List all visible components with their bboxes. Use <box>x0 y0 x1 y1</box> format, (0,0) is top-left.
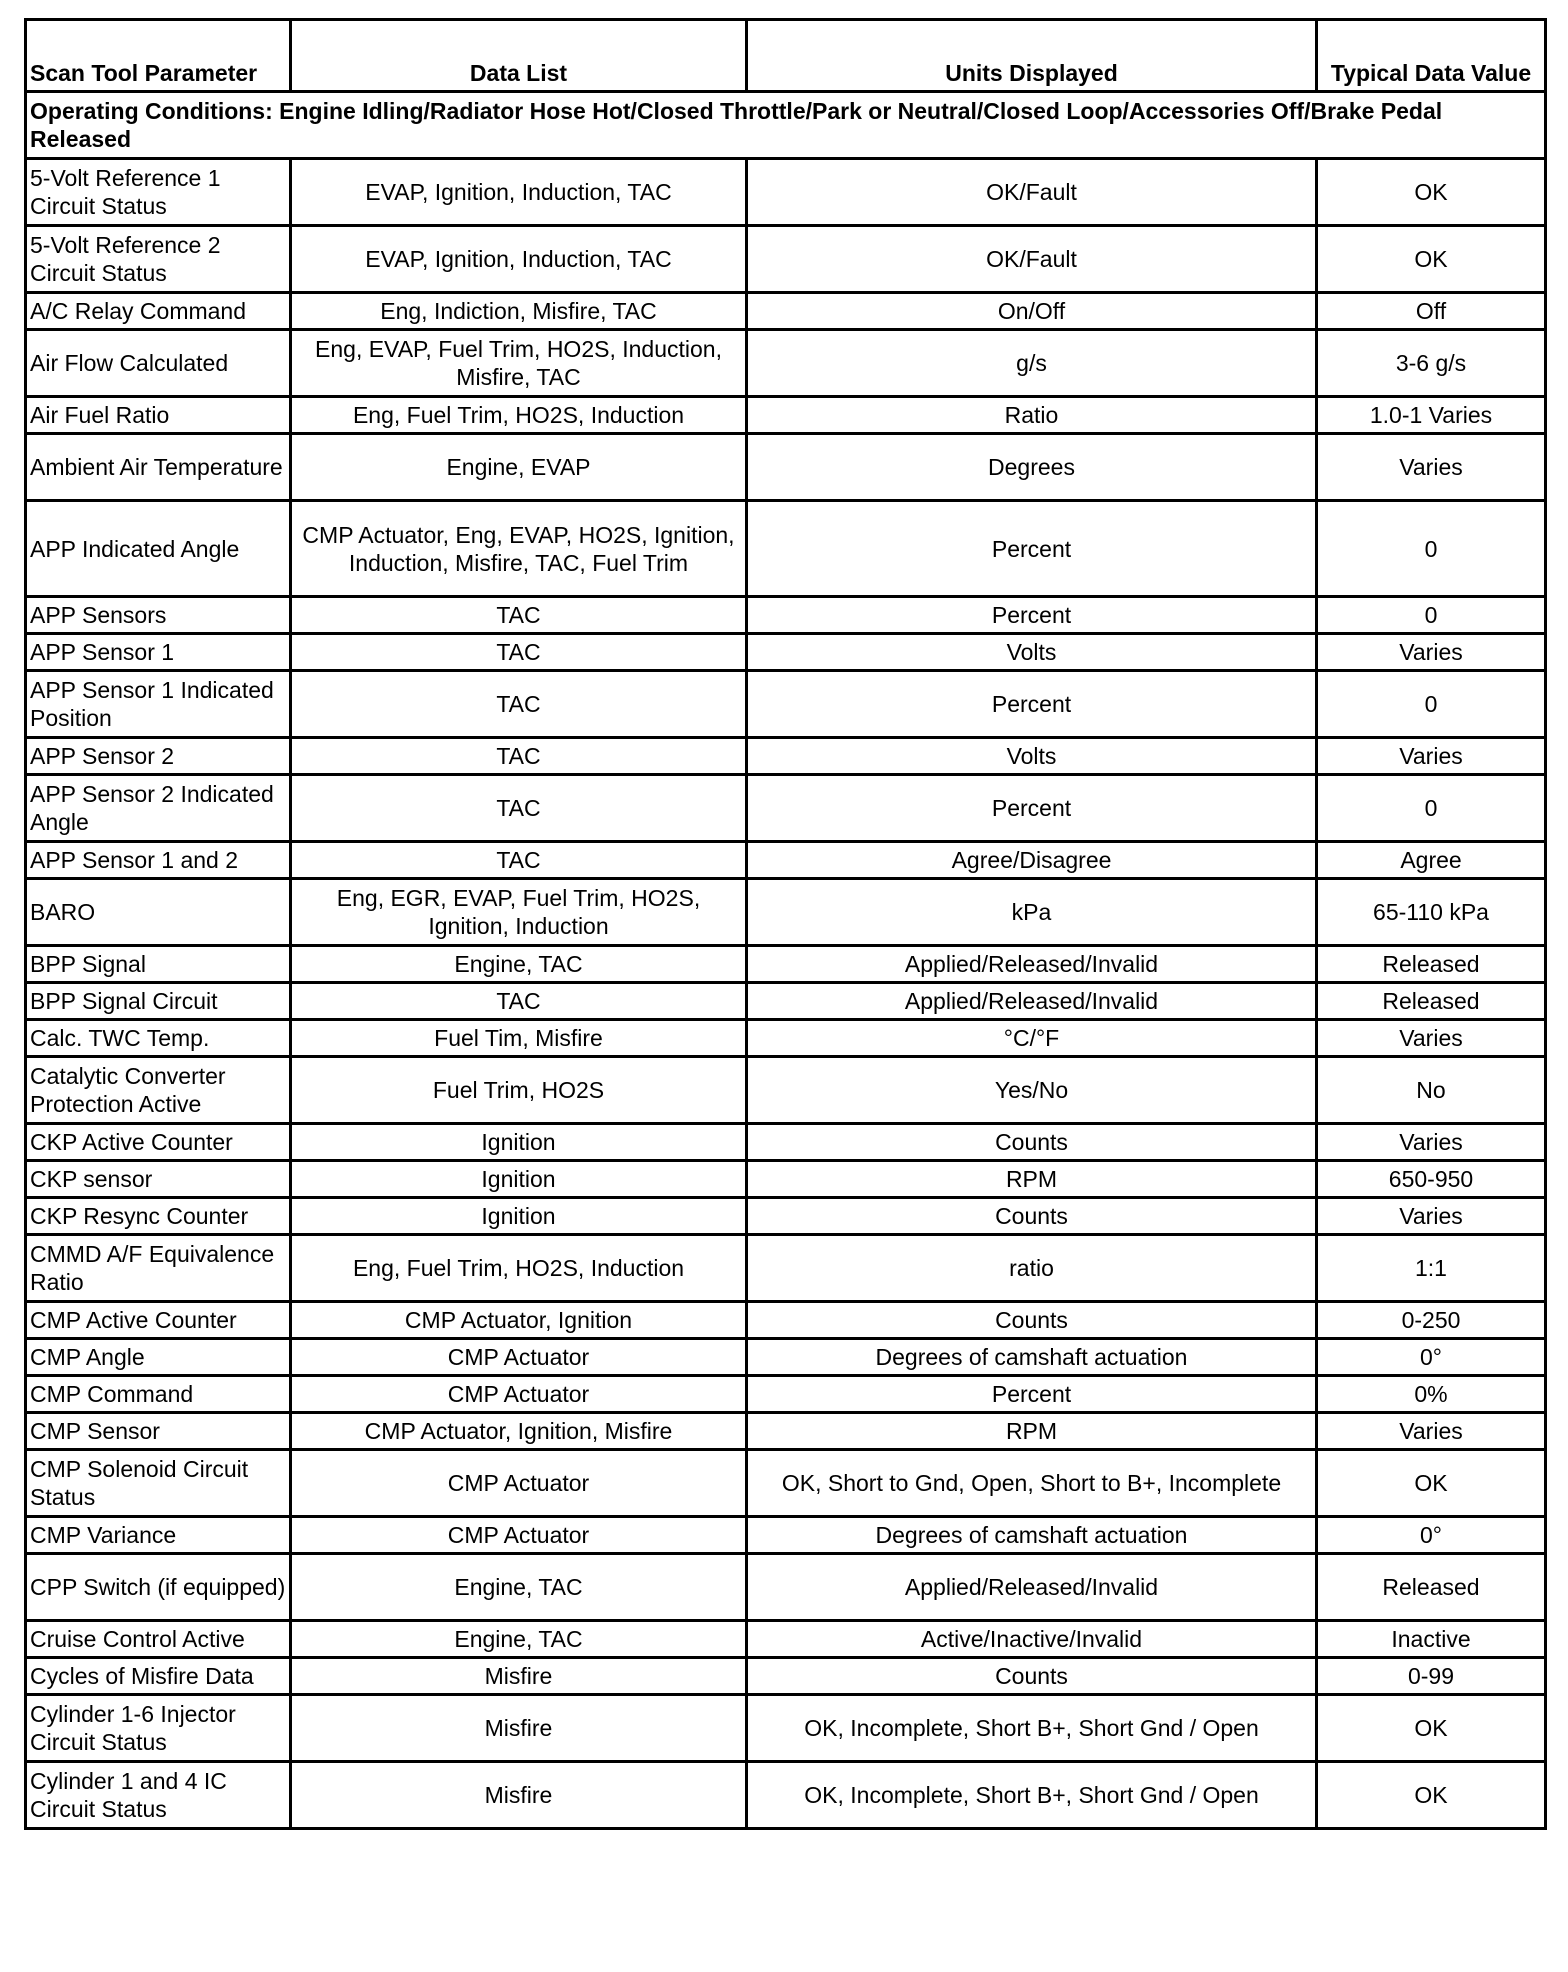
table-row <box>26 879 1546 946</box>
units-cell: Counts <box>747 1124 1317 1161</box>
param-cell: CMMD A/F Equivalence Ratio <box>26 1235 291 1302</box>
table-row <box>26 738 1546 775</box>
typical-value-cell: 0-99 <box>1317 1658 1546 1695</box>
typical-value-cell: 0° <box>1317 1517 1546 1554</box>
typical-value-cell: OK <box>1317 1695 1546 1762</box>
table-row <box>26 1695 1546 1762</box>
table-row <box>26 1658 1546 1695</box>
typical-value-cell: Varies <box>1317 1198 1546 1235</box>
data-list-cell: TAC <box>291 634 747 671</box>
data-list-cell: CMP Actuator <box>291 1450 747 1517</box>
units-cell: Degrees of camshaft actuation <box>747 1517 1317 1554</box>
typical-value-cell: 0-250 <box>1317 1302 1546 1339</box>
typical-value-cell: 0° <box>1317 1339 1546 1376</box>
typical-value-cell: Released <box>1317 946 1546 983</box>
typical-value-cell: 1.0-1 Varies <box>1317 397 1546 434</box>
typical-value-cell: Varies <box>1317 1413 1546 1450</box>
data-list-cell: CMP Actuator <box>291 1517 747 1554</box>
data-list-cell: Misfire <box>291 1762 747 1829</box>
typical-value-cell: 0 <box>1317 671 1546 738</box>
param-cell: CMP Angle <box>26 1339 291 1376</box>
table-row <box>26 293 1546 330</box>
param-cell: Catalytic Converter Protection Active <box>26 1057 291 1124</box>
param-cell: APP Sensor 2 <box>26 738 291 775</box>
header-units-displayed: Units Displayed <box>747 20 1317 92</box>
units-cell: Percent <box>747 501 1317 597</box>
param-cell: CMP Solenoid Circuit Status <box>26 1450 291 1517</box>
typical-value-cell: OK <box>1317 1450 1546 1517</box>
typical-value-cell: 0% <box>1317 1376 1546 1413</box>
data-list-cell: Fuel Trim, HO2S <box>291 1057 747 1124</box>
typical-value-cell: Varies <box>1317 738 1546 775</box>
table-row <box>26 1235 1546 1302</box>
param-cell: CKP Resync Counter <box>26 1198 291 1235</box>
units-cell: OK, Short to Gnd, Open, Short to B+, Incomplete <box>747 1450 1317 1517</box>
typical-value-cell: Released <box>1317 1554 1546 1621</box>
data-list-cell: Engine, TAC <box>291 946 747 983</box>
param-cell: Air Flow Calculated <box>26 330 291 397</box>
table-row <box>26 397 1546 434</box>
data-list-cell: CMP Actuator, Ignition <box>291 1302 747 1339</box>
data-list-cell: Eng, Indiction, Misfire, TAC <box>291 293 747 330</box>
typical-value-cell: Off <box>1317 293 1546 330</box>
table-row <box>26 1413 1546 1450</box>
table-row <box>26 1621 1546 1658</box>
table-row <box>26 1124 1546 1161</box>
param-cell: Cycles of Misfire Data <box>26 1658 291 1695</box>
typical-value-cell: 1:1 <box>1317 1235 1546 1302</box>
typical-value-cell: OK <box>1317 226 1546 293</box>
typical-value-cell: OK <box>1317 159 1546 226</box>
units-cell: Counts <box>747 1198 1317 1235</box>
param-cell: CKP sensor <box>26 1161 291 1198</box>
units-cell: Percent <box>747 597 1317 634</box>
units-cell: On/Off <box>747 293 1317 330</box>
table-row <box>26 597 1546 634</box>
param-cell: CMP Variance <box>26 1517 291 1554</box>
table-row <box>26 1450 1546 1517</box>
table-row <box>26 775 1546 842</box>
units-cell: Percent <box>747 775 1317 842</box>
param-cell: A/C Relay Command <box>26 293 291 330</box>
units-cell: OK, Incomplete, Short B+, Short Gnd / Open <box>747 1695 1317 1762</box>
units-cell: Active/Inactive/Invalid <box>747 1621 1317 1658</box>
data-list-cell: TAC <box>291 597 747 634</box>
data-list-cell: Ignition <box>291 1124 747 1161</box>
data-list-cell: TAC <box>291 738 747 775</box>
units-cell: RPM <box>747 1161 1317 1198</box>
table-row <box>26 1339 1546 1376</box>
param-cell: Cylinder 1-6 Injector Circuit Status <box>26 1695 291 1762</box>
data-list-cell: CMP Actuator, Eng, EVAP, HO2S, Ignition, Induction, Misfire, TAC, Fuel Trim <box>291 501 747 597</box>
typical-value-cell: Inactive <box>1317 1621 1546 1658</box>
table-row <box>26 1020 1546 1057</box>
param-cell: APP Sensor 1 Indicated Position <box>26 671 291 738</box>
table-row <box>26 671 1546 738</box>
typical-value-cell: 650-950 <box>1317 1161 1546 1198</box>
param-cell: 5-Volt Reference 1 Circuit Status <box>26 159 291 226</box>
param-cell: Cruise Control Active <box>26 1621 291 1658</box>
scan-tool-parameter-table <box>24 18 1547 1830</box>
param-cell: Ambient Air Temperature <box>26 434 291 501</box>
param-cell: CMP Sensor <box>26 1413 291 1450</box>
data-list-cell: Ignition <box>291 1198 747 1235</box>
units-cell: Yes/No <box>747 1057 1317 1124</box>
typical-value-cell: 0 <box>1317 775 1546 842</box>
units-cell: Volts <box>747 738 1317 775</box>
header-data-list: Data List <box>291 20 747 92</box>
units-cell: Applied/Released/Invalid <box>747 1554 1317 1621</box>
data-list-cell: Misfire <box>291 1658 747 1695</box>
units-cell: °C/°F <box>747 1020 1317 1057</box>
table-row <box>26 1302 1546 1339</box>
units-cell: Counts <box>747 1302 1317 1339</box>
units-cell: Percent <box>747 671 1317 738</box>
typical-value-cell: Varies <box>1317 434 1546 501</box>
table-row <box>26 634 1546 671</box>
param-cell: CKP Active Counter <box>26 1124 291 1161</box>
typical-value-cell: 0 <box>1317 597 1546 634</box>
units-cell: Volts <box>747 634 1317 671</box>
typical-value-cell: No <box>1317 1057 1546 1124</box>
param-cell: Calc. TWC Temp. <box>26 1020 291 1057</box>
param-cell: CMP Active Counter <box>26 1302 291 1339</box>
units-cell: OK/Fault <box>747 226 1317 293</box>
param-cell: APP Sensor 1 <box>26 634 291 671</box>
data-list-cell: CMP Actuator <box>291 1339 747 1376</box>
param-cell: APP Indicated Angle <box>26 501 291 597</box>
table-row <box>26 1554 1546 1621</box>
data-list-cell: EVAP, Ignition, Induction, TAC <box>291 159 747 226</box>
units-cell: OK, Incomplete, Short B+, Short Gnd / Open <box>747 1762 1317 1829</box>
table-row <box>26 842 1546 879</box>
data-list-cell: TAC <box>291 842 747 879</box>
operating-conditions-row <box>26 92 1546 159</box>
table-row <box>26 501 1546 597</box>
units-cell: g/s <box>747 330 1317 397</box>
units-cell: Degrees of camshaft actuation <box>747 1339 1317 1376</box>
table-row <box>26 1057 1546 1124</box>
table-row <box>26 159 1546 226</box>
units-cell: Applied/Released/Invalid <box>747 946 1317 983</box>
param-cell: Cylinder 1 and 4 IC Circuit Status <box>26 1762 291 1829</box>
data-list-cell: Eng, Fuel Trim, HO2S, Induction <box>291 1235 747 1302</box>
table-row <box>26 226 1546 293</box>
data-list-cell: TAC <box>291 983 747 1020</box>
data-list-cell: CMP Actuator, Ignition, Misfire <box>291 1413 747 1450</box>
header-scan-tool-parameter: Scan Tool Parameter <box>26 20 291 92</box>
header-typical-data-value: Typical Data Value <box>1317 20 1546 92</box>
table-row <box>26 983 1546 1020</box>
typical-value-cell: Varies <box>1317 634 1546 671</box>
param-cell: CMP Command <box>26 1376 291 1413</box>
units-cell: kPa <box>747 879 1317 946</box>
typical-value-cell: 3-6 g/s <box>1317 330 1546 397</box>
typical-value-cell: Varies <box>1317 1020 1546 1057</box>
table-row <box>26 1161 1546 1198</box>
param-cell: BPP Signal <box>26 946 291 983</box>
units-cell: Ratio <box>747 397 1317 434</box>
data-list-cell: Engine, EVAP <box>291 434 747 501</box>
units-cell: Percent <box>747 1376 1317 1413</box>
units-cell: ratio <box>747 1235 1317 1302</box>
units-cell: RPM <box>747 1413 1317 1450</box>
param-cell: APP Sensor 2 Indicated Angle <box>26 775 291 842</box>
typical-value-cell: Agree <box>1317 842 1546 879</box>
data-list-cell: Engine, TAC <box>291 1621 747 1658</box>
typical-value-cell: Released <box>1317 983 1546 1020</box>
param-cell: CPP Switch (if equipped) <box>26 1554 291 1621</box>
table-header-row <box>26 20 1546 92</box>
table-row <box>26 1376 1546 1413</box>
typical-value-cell: 65-110 kPa <box>1317 879 1546 946</box>
typical-value-cell: Varies <box>1317 1124 1546 1161</box>
units-cell: Counts <box>747 1658 1317 1695</box>
data-list-cell: TAC <box>291 775 747 842</box>
units-cell: Agree/Disagree <box>747 842 1317 879</box>
units-cell: Applied/Released/Invalid <box>747 983 1317 1020</box>
param-cell: 5-Volt Reference 2 Circuit Status <box>26 226 291 293</box>
param-cell: APP Sensors <box>26 597 291 634</box>
data-list-cell: Eng, EGR, EVAP, Fuel Trim, HO2S, Ignition, Induction <box>291 879 747 946</box>
param-cell: Air Fuel Ratio <box>26 397 291 434</box>
data-list-cell: CMP Actuator <box>291 1376 747 1413</box>
data-list-cell: Eng, Fuel Trim, HO2S, Induction <box>291 397 747 434</box>
data-list-cell: Misfire <box>291 1695 747 1762</box>
data-list-cell: TAC <box>291 671 747 738</box>
param-cell: BPP Signal Circuit <box>26 983 291 1020</box>
typical-value-cell: OK <box>1317 1762 1546 1829</box>
data-list-cell: Fuel Tim, Misfire <box>291 1020 747 1057</box>
param-cell: BARO <box>26 879 291 946</box>
table-row <box>26 946 1546 983</box>
typical-value-cell: 0 <box>1317 501 1546 597</box>
units-cell: OK/Fault <box>747 159 1317 226</box>
table-row <box>26 434 1546 501</box>
data-list-cell: Eng, EVAP, Fuel Trim, HO2S, Induction, Misfire, TAC <box>291 330 747 397</box>
data-list-cell: EVAP, Ignition, Induction, TAC <box>291 226 747 293</box>
table-row <box>26 1762 1546 1829</box>
table-row <box>26 330 1546 397</box>
data-list-cell: Ignition <box>291 1161 747 1198</box>
table-row <box>26 1517 1546 1554</box>
operating-conditions: Operating Conditions: Engine Idling/Radiator Hose Hot/Closed Throttle/Park or Neutral/Closed Loop/Accessories Off/Brake Pedal Released <box>26 92 1546 159</box>
data-list-cell: Engine, TAC <box>291 1554 747 1621</box>
units-cell: Degrees <box>747 434 1317 501</box>
table-row <box>26 1198 1546 1235</box>
param-cell: APP Sensor 1 and 2 <box>26 842 291 879</box>
